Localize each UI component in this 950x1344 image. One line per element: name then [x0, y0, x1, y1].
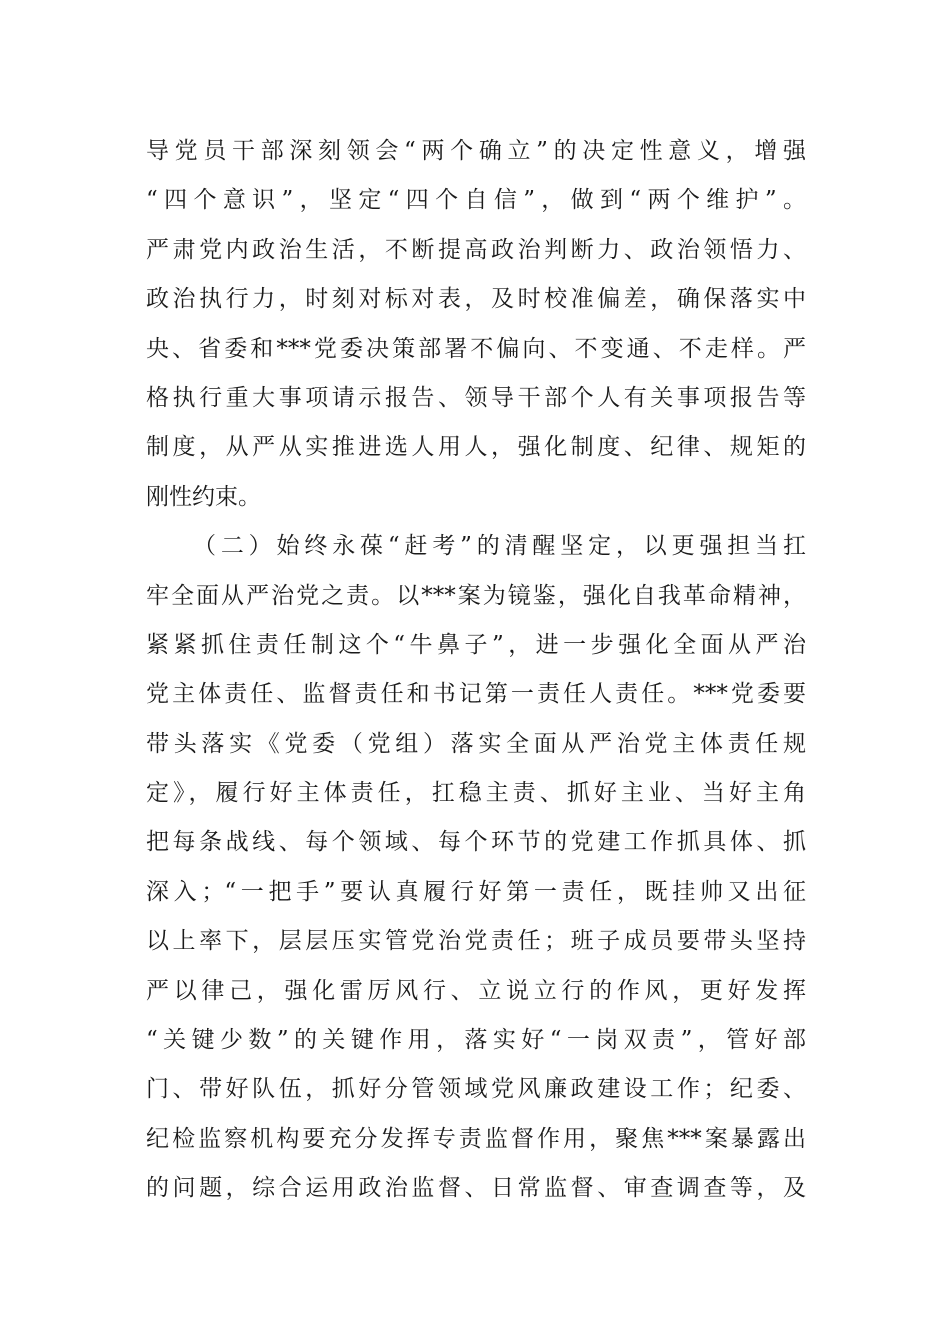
text-line: 把每条战线、每个领域、每个环节的党建工作抓具体、抓: [146, 829, 806, 856]
text-line: 制度，从严从实推进选人用人，强化制度、纪律、规矩的: [146, 434, 806, 461]
text-line: 政治执行力，时刻对标对表，及时校准偏差，确保落实中: [146, 286, 806, 313]
text-line: 紧紧抓住责任制这个“牛鼻子”，进一步强化全面从严治: [146, 631, 806, 658]
text-line: 门、带好队伍，抓好分管领域党风廉政建设工作；纪委、: [146, 1076, 806, 1103]
text-line: 党主体责任、监督责任和书记第一责任人责任。***党委要: [146, 681, 806, 708]
text-line: “关键少数”的关键作用，落实好“一岗双责”，管好部: [146, 1027, 806, 1054]
text-line: 纪检监察机构要充分发挥专责监督作用，聚焦***案暴露出: [146, 1125, 806, 1152]
section-heading-line: （二）始终永葆“赶考”的清醒坚定，以更强担当扛: [193, 533, 806, 560]
paragraph-end-line: 刚性约束。: [146, 483, 261, 510]
text-line: 导党员干部深刻领会“两个确立”的决定性意义，增强: [146, 138, 806, 164]
text-line: 带头落实《党委（党组）落实全面从严治党主体责任规: [146, 730, 806, 757]
text-line: 格执行重大事项请示报告、领导干部个人有关事项报告等: [146, 384, 806, 411]
text-line: “四个意识”，坚定“四个自信”，做到“两个维护”。: [146, 187, 806, 214]
text-line: 深入；“一把手”要认真履行好第一责任，既挂帅又出征: [146, 878, 806, 905]
text-line: 央、省委和***党委决策部署不偏向、不变通、不走样。严: [146, 335, 806, 362]
text-line: 严以律己，强化雷厉风行、立说立行的作风，更好发挥: [146, 977, 806, 1004]
text-line: 牢全面从严治党之责。以***案为镜鉴，强化自我革命精神，: [146, 582, 806, 609]
text-line: 严肃党内政治生活，不断提高政治判断力、政治领悟力、: [146, 236, 806, 263]
text-line: 定》，履行好主体责任，扛稳主责、抓好主业、当好主角: [146, 780, 806, 807]
text-line: 的问题，综合运用政治监督、日常监督、审查调查等，及: [146, 1175, 806, 1202]
text-line: 以上率下，层层压实管党治党责任；班子成员要带头坚持: [146, 928, 806, 955]
document-body: [146, 127, 806, 1214]
